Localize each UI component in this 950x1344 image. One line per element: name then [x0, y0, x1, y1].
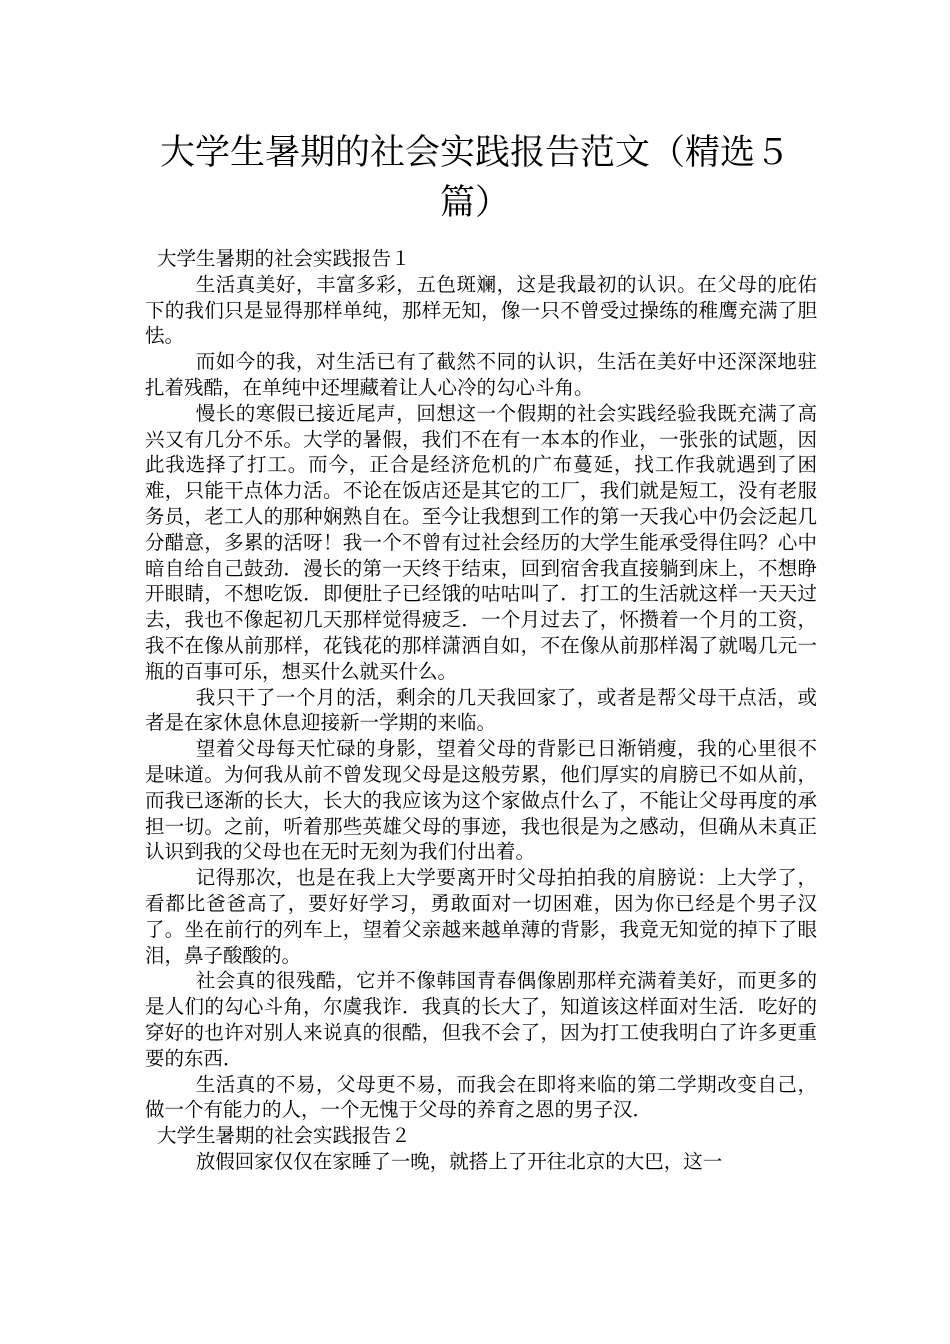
paragraph: 我只干了一个月的活，剩余的几天我回家了，或者是帮父母干点活，或者是在家休息休息迎接新一学期的来临。	[145, 685, 817, 735]
document-title: 大学生暑期的社会实践报告范文（精选５篇）	[159, 133, 790, 223]
paragraph: 生活真美好，丰富多彩，五色斑斓，这是我最初的认识。在父母的庇佑下的我们只是显得那样单纯，那样无知，像一只不曾受过操练的稚鹰充满了胆怯。	[145, 272, 817, 348]
paragraph: 望着父母每天忙碌的身影，望着父母的背影已日渐销瘦，我的心里很不是味道。为何我从前不曾发现父母是这般劳累，他们厚实的肩膀已不如从前，而我已逐渐的长大，长大的我应该为这个家做点什么了，不能让父母再度的承担一切。之前，听着那些英雄父母的事迹，我也很是为之感动，但确从未真正认识到我的父母也在无时无刻为我们付出着。	[145, 737, 817, 864]
paragraph: 生活真的不易，父母更不易，而我会在即将来临的第二学期改变自己，做一个有能力的人，一个无愧于父母的养育之恩的男子汉．	[145, 1072, 817, 1122]
paragraph: 放假回家仅仅在家睡了一晚，就搭上了开往北京的大巴，这一	[195, 1149, 723, 1173]
paragraph: 而如今的我，对生活已有了截然不同的认识，生活在美好中还深深地驻扎着残酷，在单纯中还埋藏着让人心冷的勾心斗角。	[145, 350, 817, 399]
document-body	[145, 246, 817, 1175]
paragraph: 记得那次，也是在我上大学要离开时父母拍拍我的肩膀说：上大学了，看都比爸爸高了，要好好学习，勇敢面对一切困难，因为你已经是个男子汉了。坐在前行的列车上，望着父亲越来越单薄的背影，我竟无知觉的掉下了眼泪，鼻子酸酸的。	[145, 866, 817, 967]
section-heading-2: 大学生暑期的社会实践报告２	[157, 1124, 411, 1148]
section-heading-1: 大学生暑期的社会实践报告１	[157, 247, 411, 270]
paragraph: 慢长的寒假已接近尾声，回想这一个假期的社会实践经验我既充满了高兴又有几分不乐。大学的暑假，我们不在有一本本的作业，一张张的试题，因此我选择了打工。而今，正合是经济危机的广布蔓延，找工作我就遇到了困难，只能干点体力活。不论在饭店还是其它的工厂，我们就是短工，没有老服务员，老工人的那种娴熟自在。至今让我想到工作的第一天我心中仍会泛起几分醋意，多累的活呀！我一个不曾有过社会经历的大学生能承受得住吗？心中暗自给自己鼓劲．漫长的第一天终于结束，回到宿舍我直接躺到床上，不想睁开眼睛，不想吃饭．即便肚子已经饿的咕咕叫了．打工的生活就这样一天天过去，我也不像起初几天那样觉得疲乏．一个月过去了，怀攒着一个月的工资，我不在像从前那样，花钱花的那样潇洒自如，不在像从前那样渴了就喝几元一瓶的百事可乐，想买什么就买什么。	[145, 401, 817, 683]
paragraph: 社会真的很残酷，它并不像韩国青春偶像剧那样充满着美好，而更多的是人们的勾心斗角，尔虞我诈．我真的长大了，知道该这样面对生活．吃好的穿好的也许对别人来说真的很酷，但我不会了，因为打工使我明白了许多更重要的东西．	[145, 969, 817, 1070]
